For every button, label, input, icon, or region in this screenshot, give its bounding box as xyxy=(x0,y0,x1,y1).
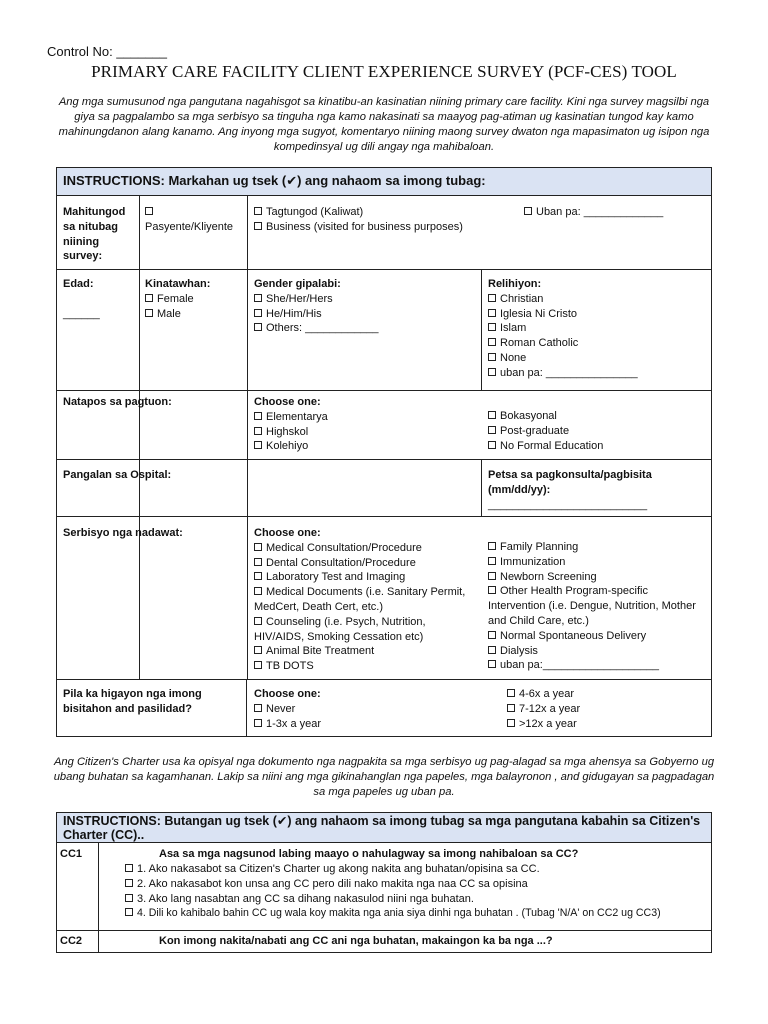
option-female: Female xyxy=(157,292,194,305)
control-number[interactable]: Control No: _______ xyxy=(47,44,167,59)
option-dental-consultation: Dental Consultation/Procedure xyxy=(266,556,416,569)
checkbox-cc1-option-1[interactable] xyxy=(125,864,133,872)
hospital-label: Pangalan sa Ospital: xyxy=(63,469,172,481)
sex-label: Kinatawhan: xyxy=(145,278,211,290)
option-gender-others: Others: ____________ xyxy=(266,322,379,335)
age-field[interactable]: ______ xyxy=(63,307,100,320)
checkbox-business[interactable] xyxy=(254,222,262,230)
checkbox-gender-others[interactable] xyxy=(254,323,262,331)
checkbox-cc1-option-4[interactable] xyxy=(125,908,133,916)
option-services-other: uban pa:___________________ xyxy=(500,659,660,672)
checkbox-immunization[interactable] xyxy=(488,557,496,565)
checkbox-highskol[interactable] xyxy=(254,427,262,435)
checkbox-islam[interactable] xyxy=(488,323,496,331)
checkbox-laboratory[interactable] xyxy=(254,572,262,580)
citizens-charter-table xyxy=(56,812,712,953)
checkbox-christian[interactable] xyxy=(488,294,496,302)
gender-label: Gender gipalabi: xyxy=(254,278,341,290)
checkbox-tagtungod[interactable] xyxy=(254,207,262,215)
option-male: Male xyxy=(157,307,181,320)
checkbox-male[interactable] xyxy=(145,309,153,317)
option-counseling: Counseling (i.e. Psych, Nutrition, HIV/AIDS, Smoking Cessation etc) xyxy=(254,615,426,643)
option-post-graduate: Post-graduate xyxy=(500,424,570,437)
option-other-health-program: Other Health Program-specific Intervention (i.e. Dengue, Nutrition, Mother and Child Care, etc.) xyxy=(488,585,696,627)
checkbox-other-health-program[interactable] xyxy=(488,586,496,594)
option-none: None xyxy=(500,351,527,364)
cc-instructions-header: INSTRUCTIONS: Butangan ug tsek (✔) ang nahaom sa imong tubag sa mga pangutana kabahin sa Citizen's Charter (CC).. xyxy=(57,813,711,843)
option-animal-bite: Animal Bite Treatment xyxy=(266,645,375,658)
option-4-6x: 4-6x a year xyxy=(519,688,575,700)
cc1-code: CC1 xyxy=(60,848,83,860)
option-medical-consultation: Medical Consultation/Procedure xyxy=(266,541,422,554)
cc1-option-2: 2. Ako nakasabot kon unsa ang CC pero dili nako makita nga naa CC sa opisina xyxy=(137,877,528,890)
checkbox-animal-bite[interactable] xyxy=(254,646,262,654)
instructions-header: INSTRUCTIONS: Markahan ug tsek (✔) ang nahaom sa imong tubag: xyxy=(57,168,711,196)
checkbox-medical-documents[interactable] xyxy=(254,587,262,595)
visit-date-field[interactable]: __________________________ xyxy=(488,498,648,511)
option-7-12x: 7-12x a year xyxy=(519,702,581,715)
option-elementarya: Elementarya xyxy=(266,410,328,423)
option-uban-pa: Uban pa: _____________ xyxy=(536,206,664,218)
option-12x-plus: >12x a year xyxy=(519,717,577,730)
checkbox-tb-dots[interactable] xyxy=(254,661,262,669)
demographics-table xyxy=(56,167,712,730)
checkbox-counseling[interactable] xyxy=(254,617,262,625)
checkbox-she-her[interactable] xyxy=(254,294,262,302)
checkbox-elementarya[interactable] xyxy=(254,412,262,420)
option-inc: Iglesia Ni Cristo xyxy=(500,307,578,320)
services-label: Serbisyo nga nadawat: xyxy=(63,527,183,539)
cc1-question: Asa sa mga nagsunod labing maayo o nahulagway sa imong nahibaloan sa CC? xyxy=(159,848,579,860)
checkbox-cc1-option-2[interactable] xyxy=(125,879,133,887)
option-1-3x: 1-3x a year xyxy=(266,717,322,730)
option-tb-dots: TB DOTS xyxy=(266,660,314,673)
checkbox-medical-consultation[interactable] xyxy=(254,543,262,551)
checkbox-female[interactable] xyxy=(145,294,153,302)
option-business: Business (visited for business purposes) xyxy=(266,220,463,233)
checkbox-none[interactable] xyxy=(488,353,496,361)
option-bokasyonal: Bokasyonal xyxy=(500,410,557,422)
checkbox-no-formal[interactable] xyxy=(488,441,496,449)
visit-date-label: Petsa sa pagkonsulta/pagbisita (mm/dd/yy): xyxy=(488,469,652,496)
option-she-her: She/Her/Hers xyxy=(266,292,333,305)
option-family-planning: Family Planning xyxy=(500,541,579,553)
cc1-option-1: 1. Ako nakasabot sa Citizen's Charter ug akong nakita ang buhatan/opisina sa CC. xyxy=(137,863,540,875)
checkbox-pasyente[interactable] xyxy=(145,207,153,215)
option-he-him: He/Him/His xyxy=(266,307,322,320)
cc1-option-4: 4. Dili ko kahibalo bahin CC ug wala koy makita nga ania siya dinhi nga buhatan . (Tubag 'N/A' on CC2 ug CC3) xyxy=(137,907,661,920)
intro-paragraph: Ang mga sumusunod nga pangutana nagahisgot sa kinatibu-an kasinatian niining primary care facility. Kini nga survey magsilbi nga giya sa pagpalambo sa mga serbisyo sa tinguha nga kamo nakasinati sa maayog pag-atiman ug kasinatian tungod kay kamo mahinungdanon alang kanamo. Ang inyong mga sugyot, komentaryo niining maong survey dwaton nga mapasimaton ug isipon nga kompedinsyal ug dili angay nga mahibaloan. xyxy=(58,96,710,153)
option-newborn-screening: Newborn Screening xyxy=(500,570,597,583)
frequency-choose: Choose one: xyxy=(254,688,321,700)
page-title: PRIMARY CARE FACILITY CLIENT EXPERIENCE SURVEY (PCF-CES) TOOL xyxy=(91,62,677,81)
checkbox-post-graduate[interactable] xyxy=(488,426,496,434)
checkbox-bokasyonal[interactable] xyxy=(488,411,496,419)
option-tagtungod: Tagtungod (Kaliwat) xyxy=(266,206,364,218)
services-choose: Choose one: xyxy=(254,527,321,539)
checkbox-he-him[interactable] xyxy=(254,309,262,317)
checkbox-newborn-screening[interactable] xyxy=(488,572,496,580)
frequency-label: Pila ka higayon nga imong bisitahon and pasilidad? xyxy=(63,688,202,715)
education-label: Natapos sa pagtuon: xyxy=(63,396,172,408)
religion-label: Relihiyon: xyxy=(488,278,542,290)
checkbox-dialysis[interactable] xyxy=(488,646,496,654)
option-kolehiyo: Kolehiyo xyxy=(266,440,309,453)
option-christian: Christian xyxy=(500,292,544,305)
checkbox-normal-delivery[interactable] xyxy=(488,631,496,639)
cc2-question: Kon imong nakita/nabati ang CC ani nga buhatan, makaingon ka ba nga ...? xyxy=(159,935,553,947)
option-highskol: Highskol xyxy=(266,425,309,438)
checkbox-services-other[interactable] xyxy=(488,660,496,668)
cc1-option-3: 3. Ako lang nasabtan ang CC sa dihang nakasulod niini nga buhatan. xyxy=(137,892,474,905)
option-never: Never xyxy=(266,702,296,715)
age-label: Edad: xyxy=(63,278,94,290)
checkbox-cc1-option-3[interactable] xyxy=(125,894,133,902)
checkbox-religion-other[interactable] xyxy=(488,368,496,376)
option-laboratory: Laboratory Test and Imaging xyxy=(266,571,406,584)
checkbox-kolehiyo[interactable] xyxy=(254,441,262,449)
checkbox-uban-pa[interactable] xyxy=(524,207,532,215)
option-pasyente: Pasyente/Kliyente xyxy=(145,220,234,233)
option-no-formal: No Formal Education xyxy=(500,439,604,452)
checkbox-inc[interactable] xyxy=(488,309,496,317)
charter-paragraph: Ang Citizen's Charter usa ka opisyal nga dokumento nga nagpakita sa mga serbisyo ug pag-alagad sa mga ahensya sa Gobyerno ug ubang buhatan sa kagamhanan. Lakip sa niini ang mga gikinahanglan nga papeles, mga balayronon , and gidugayan sa pagpadagan sa mga papeles ug uban pa. xyxy=(53,756,715,798)
option-dialysis: Dialysis xyxy=(500,644,538,657)
option-immunization: Immunization xyxy=(500,555,566,568)
option-religion-other: uban pa: _______________ xyxy=(500,366,638,379)
option-medical-documents: Medical Documents (i.e. Sanitary Permit, MedCert, Death Cert, etc.) xyxy=(254,586,466,613)
checkbox-dental-consultation[interactable] xyxy=(254,558,262,566)
checkbox-family-planning[interactable] xyxy=(488,542,496,550)
respondent-label: Mahitungod sa nitubag niining survey: xyxy=(63,206,126,263)
cc2-code: CC2 xyxy=(60,935,83,947)
option-normal-delivery: Normal Spontaneous Delivery xyxy=(500,629,647,642)
education-choose: Choose one: xyxy=(254,396,321,408)
option-islam: Islam xyxy=(500,322,527,335)
option-roman-catholic: Roman Catholic xyxy=(500,337,579,350)
checkbox-roman-catholic[interactable] xyxy=(488,338,496,346)
